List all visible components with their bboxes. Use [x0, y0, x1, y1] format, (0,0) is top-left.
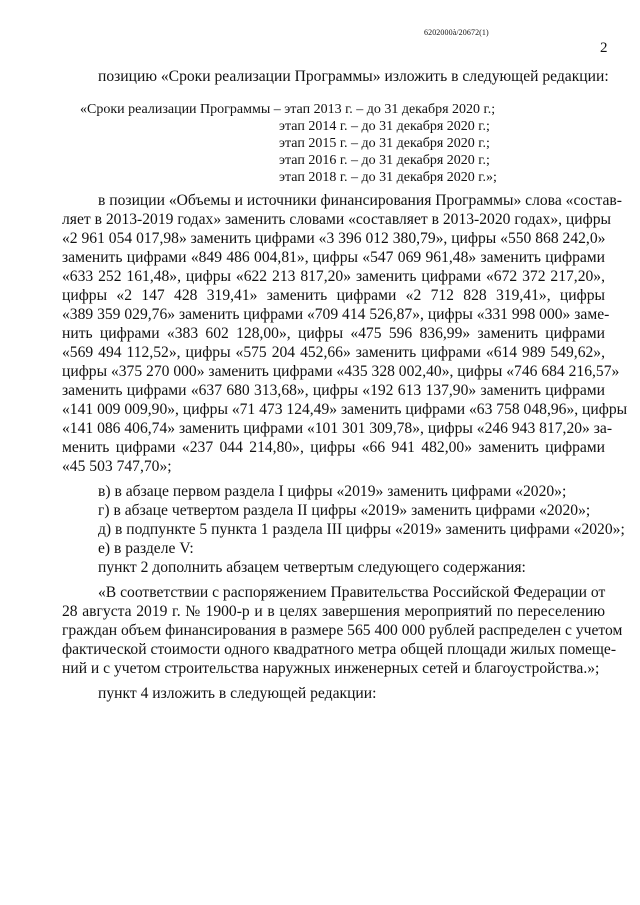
stage-line: «Сроки реализации Программы – этап 2013 г. – до 31 декабря 2020 г.; [80, 102, 496, 117]
intro-paragraph: позицию «Сроки реализации Программы» изложить в следующей редакции: [98, 68, 609, 85]
quote-line: 28 августа 2019 г. № 1900-р и в целях завершения мероприятий по переселению [62, 603, 605, 620]
body-line: заменить цифрами «637 680 313,68», цифры «192 613 137,90» заменить цифрами [62, 382, 605, 399]
body-line: ляет в 2013-2019 годах» заменить словами «составляет в 2013-2020 годах», цифры [62, 211, 611, 228]
body-line: цифры «375 270 000» заменить цифрами «435 328 002,40», цифры «746 684 216,57» [62, 363, 620, 380]
body-line: «141 086 406,74» заменить цифрами «101 301 309,78», цифры «246 943 817,20» за- [62, 420, 613, 437]
body-line: нить цифрами «383 602 128,00», цифры «475 596 836,99» заменить цифрами [62, 325, 605, 342]
body-line: заменить цифрами «849 486 004,81», цифры «547 069 961,48» заменить цифрами [62, 249, 605, 266]
amendment-item: е) в разделе V: [98, 540, 194, 557]
body-line: «45 503 747,70»; [62, 458, 172, 475]
quote-line: ний и с учетом строительства наружных инженерных сетей и благоустройства.»; [62, 660, 600, 677]
body-line: в позиции «Объемы и источники финансирования Программы» слова «состав- [98, 192, 622, 209]
amendment-item: д) в подпункте 5 пункта 1 раздела III цифры «2019» заменить цифрами «2020»; [98, 521, 625, 538]
stage-line: этап 2018 г. – до 31 декабря 2020 г.»; [279, 170, 497, 185]
body-line: цифры «2 147 428 319,41» заменить цифрами «2 712 828 319,41», цифры [62, 287, 605, 304]
body-line: «633 252 161,48», цифры «622 213 817,20» заменить цифрами «672 372 217,20», [62, 268, 605, 285]
quote-line: граждан объем финансирования в размере 565 400 000 рублей распределен с учетом [62, 622, 623, 639]
page-number: 2 [600, 40, 608, 56]
amendment-item: в) в абзаце первом раздела I цифры «2019» заменить цифрами «2020»; [98, 483, 567, 500]
body-line: «2 961 054 017,98» заменить цифрами «3 396 012 380,79», цифры «550 868 242,0» [62, 230, 606, 247]
quote-line: «В соответствии с распоряжением Правительства Российской Федерации от [98, 584, 606, 601]
body-line: «569 494 112,52», цифры «575 204 452,66» заменить цифрами «614 989 549,62», [62, 344, 605, 361]
quote-line: фактической стоимости одного квадратного метра общей площади жилых помеще- [62, 641, 617, 658]
body-line: «389 359 029,76» заменить цифрами «709 414 526,87», цифры «331 998 000» заме- [62, 306, 610, 323]
stage-line: этап 2014 г. – до 31 декабря 2020 г.; [279, 119, 490, 134]
amendment-item: пункт 2 дополнить абзацем четвертым следующего содержания: [98, 559, 526, 576]
registration-stamp: 6202000à/20672(1) [424, 28, 489, 37]
final-paragraph: пункт 4 изложить в следующей редакции: [98, 685, 377, 702]
stage-line: этап 2015 г. – до 31 декабря 2020 г.; [279, 136, 490, 151]
body-line: менить цифрами «237 044 214,80», цифры «66 941 482,00» заменить цифрами [62, 439, 605, 456]
body-line: «141 009 009,90», цифры «71 473 124,49» заменить цифрами «63 758 048,96», цифры [62, 401, 628, 418]
amendment-item: г) в абзаце четвертом раздела II цифры «2019» заменить цифрами «2020»; [98, 502, 591, 519]
stage-line: этап 2016 г. – до 31 декабря 2020 г.; [279, 153, 490, 168]
